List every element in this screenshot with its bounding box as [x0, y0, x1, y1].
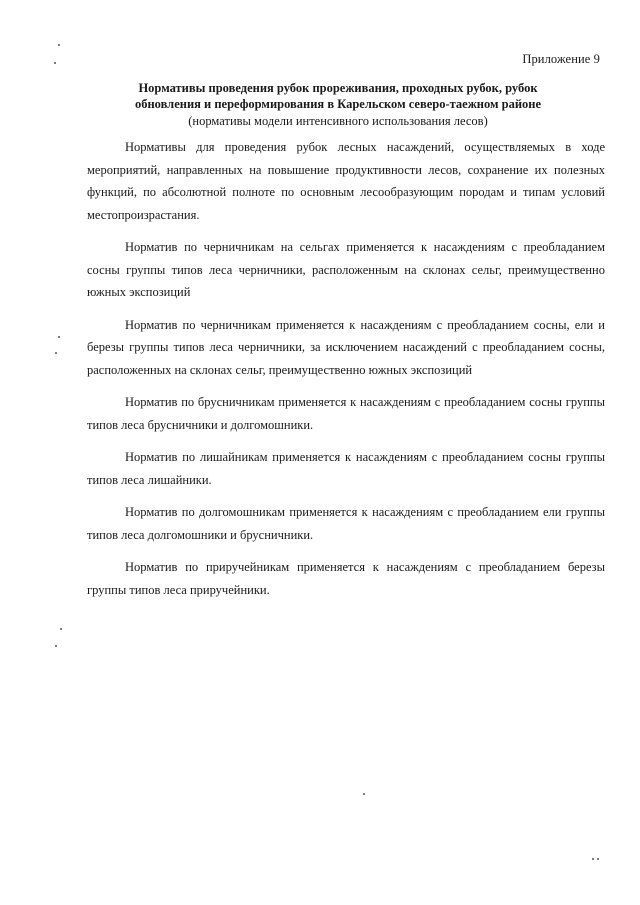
title-line-2: обновления и переформирования в Карельском северо-таежном районе: [134, 97, 542, 111]
document-body: [87, 136, 605, 611]
paragraph-intro: Нормативы для проведения рубок лесных насаждений, осуществляемых в ходе мероприятий, направленных на повышение продуктивности лесов, сохранение их полезных функций, по абсолютной полноте по основным лесообразующим породам и типам условий местопроизрастания.: [87, 140, 605, 222]
scan-speck: [55, 352, 57, 354]
paragraph-blueberry-ridges: Норматив по черничникам на сельгах применяется к насаждениям с преобладанием сосны группы типов леса черничники, расположенным на склонах сельг, преимущественно южных экспозиций: [87, 240, 605, 299]
scan-speck: [60, 628, 62, 630]
document-title: [70, 80, 606, 112]
scan-speck: [58, 336, 60, 338]
scan-speck: [58, 44, 60, 46]
title-line-1: Нормативы проведения рубок прореживания, проходных рубок, рубок: [138, 81, 538, 95]
paragraph-long-moss: Норматив по долгомошникам применяется к насаждениям с преобладанием ели группы типов леса долгомошники и брусничники.: [87, 505, 605, 542]
paragraph-lichen: Норматив по лишайникам применяется к насаждениям с преобладанием сосны группы типов леса лишайники.: [87, 450, 605, 487]
scan-speck: [363, 793, 365, 795]
scan-speck: [55, 645, 57, 647]
paragraph-blueberry: Норматив по черничникам применяется к насаждениям с преобладанием сосны, ели и березы группы типов леса черничники, за исключением насаждений с преобладанием сосны, расположенных на склонах сельг, преимущественно южных экспозиций: [87, 317, 605, 377]
scan-speck: [597, 858, 599, 860]
appendix-label: Приложение 9: [522, 52, 600, 66]
paragraph-streamside: Норматив по приручейникам применяется к насаждениям с преобладанием березы группы типов леса приручейники.: [87, 560, 605, 597]
scan-speck: [592, 858, 594, 860]
scan-speck: [54, 62, 56, 64]
document-subtitle: (нормативы модели интенсивного использования лесов): [188, 114, 488, 128]
paragraph-cowberry: Норматив по брусничникам применяется к насаждениям с преобладанием сосны группы типов леса брусничники и долгомошники.: [87, 395, 605, 432]
